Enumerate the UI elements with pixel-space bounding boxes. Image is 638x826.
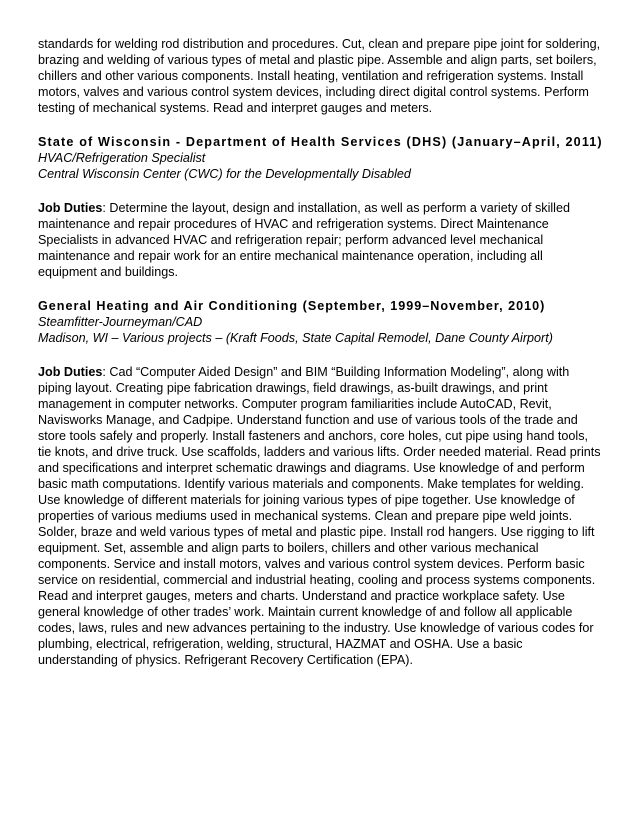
intro-paragraph: standards for welding rod distribution and procedures. Cut, clean and prepare pipe joint for soldering, brazing and welding of various types of metal and plastic pipe. Assemble and align parts, set boilers, chillers and other various components. Install heating, ventilation and refrigeration systems. Install motors, valves and various control system devices, including direct digital control systems. Perform testing of mechanical systems. Read and interpret gauges and meters. <box>38 37 601 115</box>
job-duties <box>38 200 604 280</box>
job-duties-label: Job Duties <box>38 365 103 379</box>
job-location: Central Wisconsin Center (CWC) for the Developmentally Disabled <box>38 167 411 181</box>
job-organization: General Heating and Air Conditioning (September, 1999–November, 2010) <box>38 299 546 313</box>
job-duties <box>38 364 604 668</box>
job-duties-text: : Cad “Computer Aided Design” and BIM “Building Information Modeling”, along with piping layout. Creating pipe fabrication drawings, field drawings, as-built drawings, and print management in computer networks. Computer program familiarities include AutoCAD, Revit, Navisworks Manage, and Cadpipe. Understand function and use of various tools of the trade and store tools safely and properly. Install fasteners and anchors, core holes, cut pipe using hand tools, tie knots, and drive truck. Use scaffolds, ladders and various lifts. Order needed material. Read prints and specifications and interpret schematic drawings and diagrams. Use knowledge of and perform basic math computations. Identify various materials and components. Make templates for welding. Use knowledge of different materials for joining various types of pipe together. Use knowledge of properties of various mediums used in mechanical systems. Clean and prepare pipe weld joints. Solder, braze and weld various types of metal and plastic pipe. Install rod hangers. Use rigging to lift equipment. Set, assemble and align parts to boilers, chillers and other various mechanical components. Service and install motors, valves and various control system devices. Perform basic service on residential, commercial and industrial heating, cooling and process systems components. Read and interpret gauges, meters and charts. Understand and practice workplace safety. Use general knowledge of other trades’ work. Maintain current knowledge of and follow all applicable codes, laws, rules and new advances pertaining to the industry. Use knowledge of various codes for plumbing, electrical, refrigeration, welding, structural, HAZMAT and OSHA. Use a basic understanding of physics. Refrigerant Recovery Certification (EPA). <box>38 365 601 667</box>
job-title: HVAC/Refrigeration Specialist <box>38 151 206 165</box>
job-organization: State of Wisconsin - Department of Health Services (DHS) (January–April, 2011) <box>38 135 603 149</box>
job-title: Steamfitter-Journeyman/CAD <box>38 315 203 329</box>
job-duties-label: Job Duties <box>38 201 103 215</box>
job-duties-text: : Determine the layout, design and installation, as well as perform a variety of skilled maintenance and repair procedures of HVAC and refrigeration systems. Direct Maintenance Specialists in advanced HVAC and refrigeration repair; perform advanced level mechanical maintenance and repair work for an entire mechanical maintenance operation, including all equipment and buildings. <box>38 201 570 279</box>
job-location: Madison, WI – Various projects – (Kraft Foods, State Capital Remodel, Dane County Airport) <box>38 331 553 345</box>
job-entry-dhs <box>38 134 604 280</box>
job-entry-general-heating <box>38 298 604 668</box>
resume-page <box>38 36 604 668</box>
